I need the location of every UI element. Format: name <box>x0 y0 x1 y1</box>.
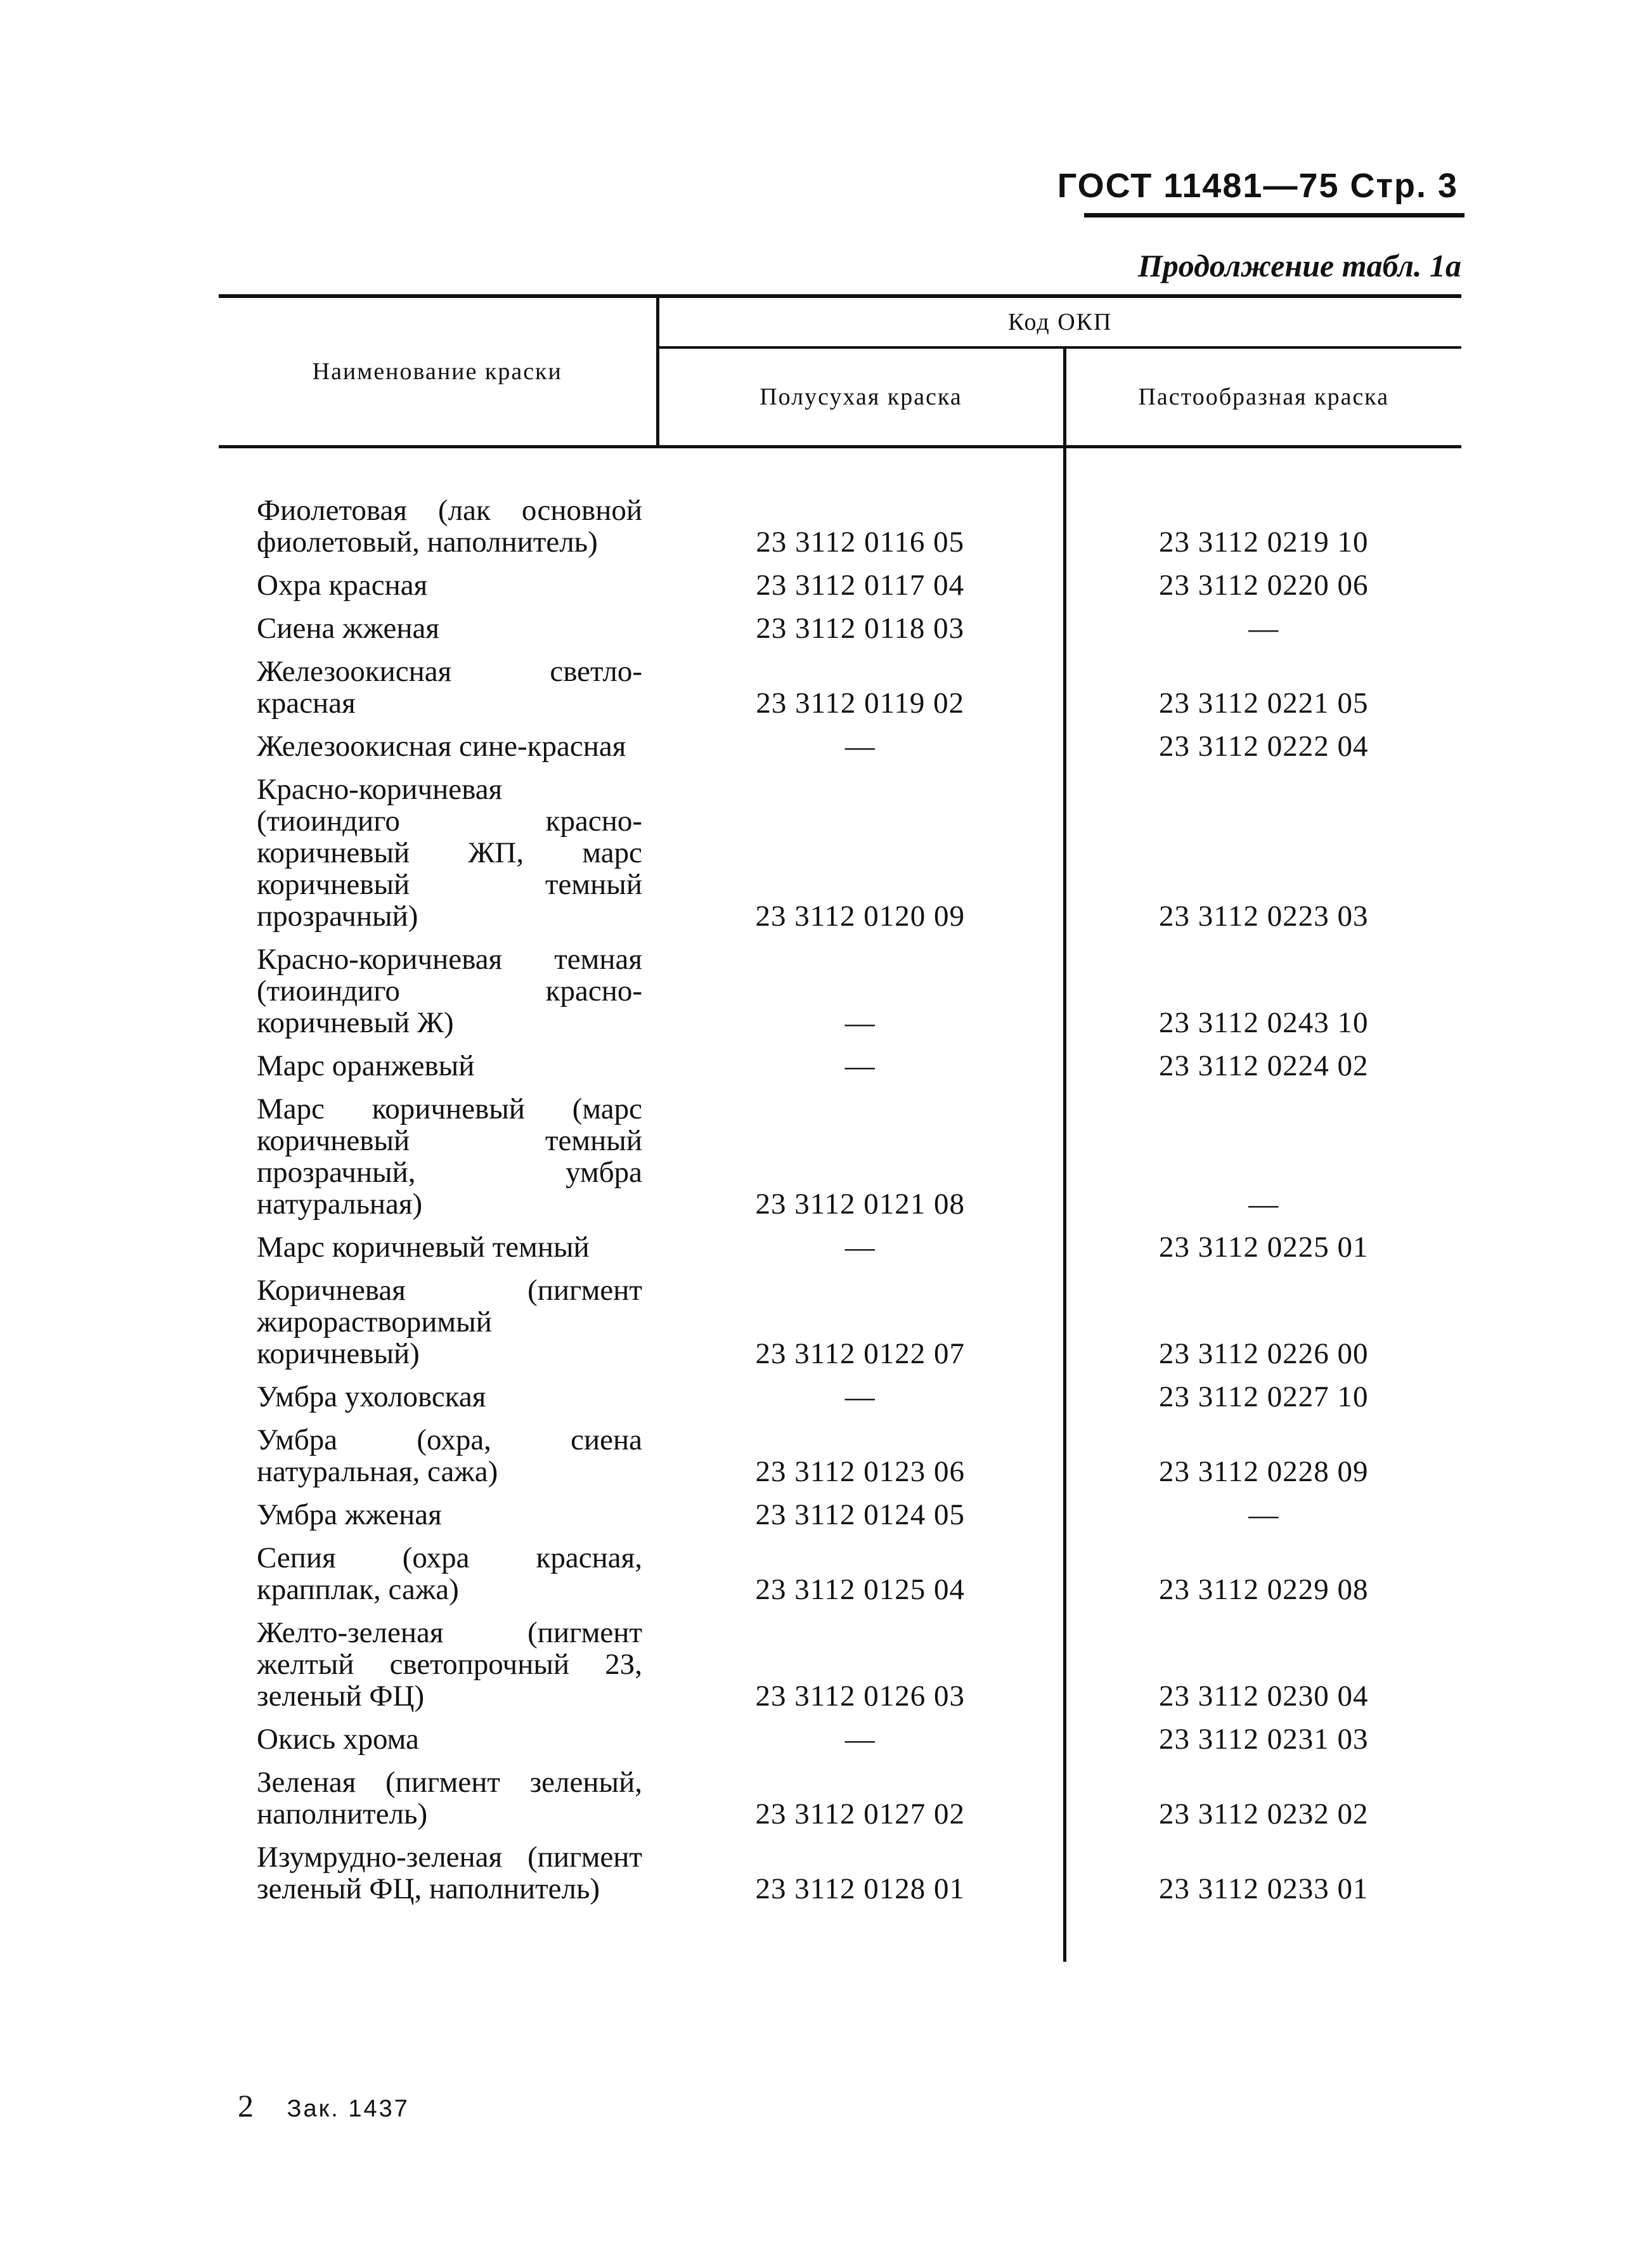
semi-dry-code: 23 3112 0128 01 <box>657 1830 1064 1962</box>
semi-dry-code: — <box>657 719 1064 762</box>
semi-dry-code: — <box>657 1220 1064 1263</box>
table-row <box>219 1531 1461 1605</box>
paste-code: 23 3112 0231 03 <box>1158 1723 1369 1756</box>
semi-dry-code: 23 3112 0124 05 <box>657 1487 1064 1531</box>
paint-name: Коричневая (пигмент жирорастворимый коричневый) <box>257 1274 642 1370</box>
paste-code: 23 3112 0232 02 <box>1158 1798 1369 1831</box>
semi-dry-code: — <box>657 932 1064 1039</box>
paint-name: Умбра (охра, сиена натуральная, сажа) <box>257 1423 642 1488</box>
paste-code: — <box>1248 1188 1279 1221</box>
semi-dry-code: — <box>657 1712 1064 1755</box>
page-number: 2 <box>238 2088 254 2123</box>
paste-code: 23 3112 0230 04 <box>1158 1680 1369 1713</box>
paint-name: Желто-зеленая (пигмент желтый светопрочный 2З, зеленый ФЦ) <box>257 1616 642 1713</box>
paste-code: 23 3112 0220 06 <box>1158 569 1369 602</box>
table-row <box>219 1712 1461 1755</box>
semi-dry-code: 23 3112 0121 08 <box>657 1082 1064 1220</box>
column-header-paste: Пастообразная краска <box>1064 347 1461 447</box>
semi-dry-code: 23 3112 0127 02 <box>657 1755 1064 1830</box>
paste-code: 23 3112 0225 01 <box>1158 1231 1369 1264</box>
semi-dry-code: 23 3112 0120 09 <box>657 762 1064 932</box>
table-row <box>219 1487 1461 1531</box>
paste-code: 23 3112 0221 05 <box>1158 687 1369 720</box>
table-row <box>219 719 1461 762</box>
semi-dry-code: 23 3112 0125 04 <box>657 1531 1064 1605</box>
header-rule <box>1084 213 1464 217</box>
paint-name: Умбра жженая <box>257 1498 442 1531</box>
table-row <box>219 1755 1461 1830</box>
paint-name: Марс оранжевый <box>257 1049 475 1082</box>
paste-code: 23 3112 0229 08 <box>1158 1573 1369 1606</box>
table-row <box>219 1370 1461 1413</box>
paste-code: — <box>1248 1498 1279 1531</box>
table-row <box>219 1830 1461 1962</box>
paint-name: Зеленая (пигмент зеленый, наполнитель) <box>257 1766 642 1831</box>
semi-dry-code: 23 3112 0118 03 <box>657 601 1064 644</box>
paste-code: — <box>1248 612 1279 645</box>
okp-code-table <box>219 294 1461 1962</box>
paste-code: 23 3112 0233 01 <box>1158 1872 1369 1905</box>
semi-dry-code: 23 3112 0116 05 <box>657 483 1064 558</box>
paint-name: Железоокисная светло-красная <box>257 655 642 720</box>
paint-name: Охра красная <box>257 569 428 602</box>
paint-name: Марс коричневый темный <box>257 1231 590 1264</box>
paste-code: 23 3112 0223 03 <box>1158 900 1369 933</box>
page-header: ГОСТ 11481—75 Стр. 3 <box>1057 167 1458 205</box>
paste-code: 23 3112 0224 02 <box>1158 1049 1369 1082</box>
column-header-semi-dry: Полусухая краска <box>657 347 1064 447</box>
paint-name: Изумрудно-зеленая (пигмент зеленый ФЦ, наполнитель) <box>257 1841 642 1905</box>
paste-code: 23 3112 0219 10 <box>1158 526 1369 559</box>
paste-code: 23 3112 0228 09 <box>1158 1455 1369 1488</box>
paint-name: Сепия (охра красная, крапплак, сажа) <box>257 1541 642 1606</box>
column-header-okp: Код ОКП <box>657 296 1461 347</box>
paste-code: 23 3112 0222 04 <box>1158 730 1369 763</box>
table-row <box>219 1413 1461 1487</box>
semi-dry-code: 23 3112 0117 04 <box>657 558 1064 601</box>
table-row <box>219 644 1461 719</box>
paste-code: 23 3112 0226 00 <box>1158 1337 1369 1370</box>
paste-code: 23 3112 0243 10 <box>1158 1006 1369 1039</box>
table-row <box>219 1263 1461 1370</box>
table-row <box>219 1220 1461 1263</box>
semi-dry-code: — <box>657 1039 1064 1082</box>
semi-dry-code: 23 3112 0119 02 <box>657 644 1064 719</box>
table-row <box>219 483 1461 558</box>
page-footer <box>238 2087 410 2124</box>
column-header-name: Наименование краски <box>219 296 657 447</box>
table-row <box>219 558 1461 601</box>
semi-dry-code: 23 3112 0123 06 <box>657 1413 1064 1487</box>
semi-dry-code: — <box>657 1370 1064 1413</box>
paste-code: 23 3112 0227 10 <box>1158 1380 1369 1413</box>
paint-name: Сиена жженая <box>257 612 439 645</box>
table-row <box>219 1605 1461 1712</box>
semi-dry-code: 23 3112 0122 07 <box>657 1263 1064 1370</box>
order-number: Зак. 1437 <box>287 2096 410 2122</box>
paint-name: Окись хрома <box>257 1723 419 1756</box>
paint-name: Умбра ухоловская <box>257 1380 486 1413</box>
table-row <box>219 932 1461 1039</box>
semi-dry-code: 23 3112 0126 03 <box>657 1605 1064 1712</box>
table-continuation-label: Продолжение табл. 1а <box>1137 248 1461 283</box>
paint-name: Железоокисная сине-красная <box>257 730 626 763</box>
table-row <box>219 1082 1461 1220</box>
table-row <box>219 601 1461 644</box>
paint-name: Красно-коричневая темная (тиоиндиго красно-коричневый Ж) <box>257 943 642 1039</box>
table-row <box>219 762 1461 932</box>
paint-name: Марс коричневый (марс коричневый темный прозрачный, умбра натуральная) <box>257 1092 642 1221</box>
paint-name: Красно-коричневая (тиоиндиго красно-коричневый ЖП, марс коричневый темный прозрачный) <box>257 773 642 933</box>
paint-name: Фиолетовая (лак основной фиолетовый, наполнитель) <box>257 494 642 559</box>
table-row <box>219 1039 1461 1082</box>
